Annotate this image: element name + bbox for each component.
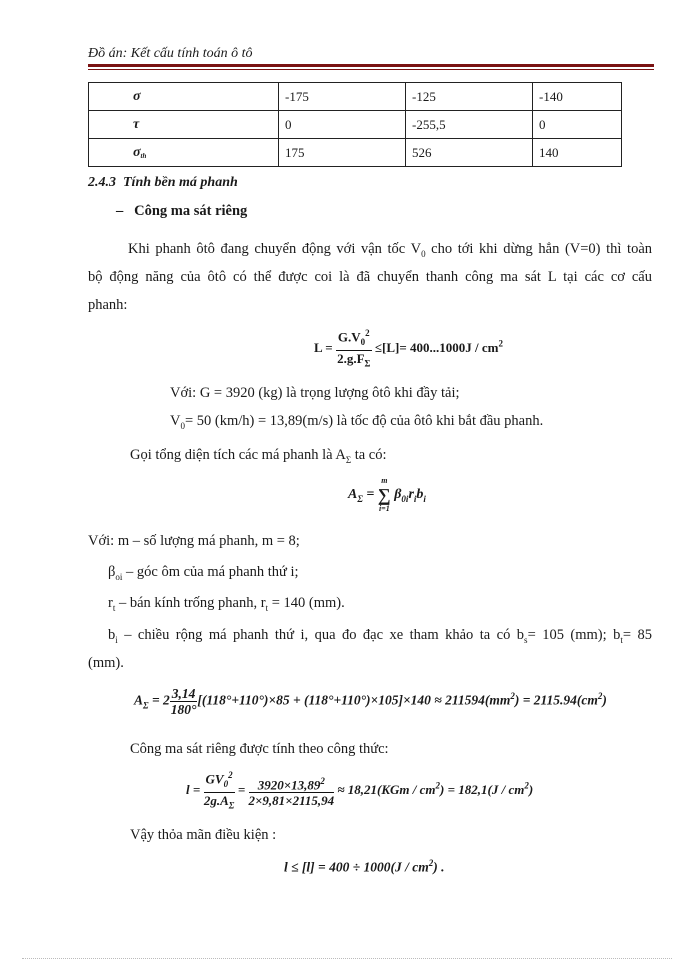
header-rule-thin: [88, 69, 654, 70]
value-cell: 0: [533, 111, 622, 139]
value-cell: 0: [279, 111, 406, 139]
paragraph-line: Gọi tổng diện tích các má phanh là $A_\Sigma$ ta có:: [130, 447, 387, 465]
value-cell: -125: [406, 83, 533, 111]
table-row: [89, 139, 622, 167]
header-rule-thick: [88, 64, 654, 67]
where-line: $V_0= 50$ (km/h) = 13,89(m/s) là tốc độ của ôtô khi bắt đầu phanh.: [170, 413, 544, 431]
paragraph-line: bộ động năng của ôtô có thể được coi là đã chuyển thanh công ma sát L tại các cơ cấu: [88, 269, 652, 285]
symbol-cell: τ: [89, 111, 279, 139]
symbol-cell: $\sigma_{th}$: [89, 139, 279, 167]
table-row: [89, 83, 622, 111]
value-cell: -175: [279, 83, 406, 111]
table-row: [89, 111, 622, 139]
equation-condition: $l \le [l] = 400 \div 1000(J / cm^2)$ .: [284, 858, 445, 875]
page-bottom-border: [22, 958, 672, 959]
value-cell: 175: [279, 139, 406, 167]
equation-area-result: $A_\Sigma = 2$ $\frac{3,14}{180^\circ}$ $[(118^\circ+110^\circ)\times 85 + (118^\circ+110^\circ)\times 105]\times 140 \approx 211594(mm^2) = 2115.94(cm^2)$: [134, 686, 607, 717]
where-line: Với: G = 3920 (kg) là trọng lượng ôtô khi đầy tải;: [170, 385, 460, 401]
subsection-heading: – Công ma sát riêng: [116, 203, 248, 219]
value-cell: 140: [533, 139, 622, 167]
running-header: Đồ án: Kết cấu tính toán ô tô: [88, 46, 253, 61]
where-line: Với: m – số lượng má phanh, m = 8;: [88, 533, 300, 549]
paragraph-line: Công ma sát riêng được tính theo công thức:: [130, 741, 389, 757]
paragraph-line: phanh:: [88, 297, 128, 313]
value-cell: -140: [533, 83, 622, 111]
value-cell: 526: [406, 139, 533, 167]
paragraph-line: Khi phanh ôtô đang chuyển động với vận tốc $V_0$ cho tới khi dừng hẳn (V=0) thì toàn: [128, 241, 652, 259]
paragraph-line: Vậy thỏa mãn điều kiện :: [130, 827, 277, 843]
sum-symbol: m ∑ i=1: [377, 476, 391, 513]
equation-braking-work: L = $\frac{G.V_0^2}{2.g.F_\Sigma}$ $\le[L]= 400...1000J / cm^2$: [314, 328, 503, 369]
section-heading: 2.4.3 Tính bền má phanh: [88, 175, 238, 190]
where-line: (mm).: [88, 655, 124, 671]
symbol-cell: σ: [89, 83, 279, 111]
where-line: $b_i$ – chiều rộng má phanh thứ i, qua đo đạc xe tham khảo ta có $b_s= 105$ (mm); $b_t= 85$: [108, 627, 653, 645]
equation-area-sum: $A_\Sigma$ = m ∑ i=1 $\beta_{0i}r_ib_i$: [348, 476, 426, 513]
where-line: $r_t$ – bán kính trống phanh, $r_t = 140$ (mm).: [108, 595, 345, 613]
value-cell: -255,5: [406, 111, 533, 139]
stress-table: [88, 82, 622, 167]
where-line: $\beta_{oi}$ – góc ôm của má phanh thứ i;: [108, 564, 299, 582]
equation-specific-work: l = $\frac{GV_0^2}{2g.A_\Sigma}$ = $\frac{3920\times 13,89^2}{2\times 9,81\times 2115,94}$ ≈ $18,21(KGm / cm^2) = 182,1(J / cm^2)$: [186, 770, 534, 811]
